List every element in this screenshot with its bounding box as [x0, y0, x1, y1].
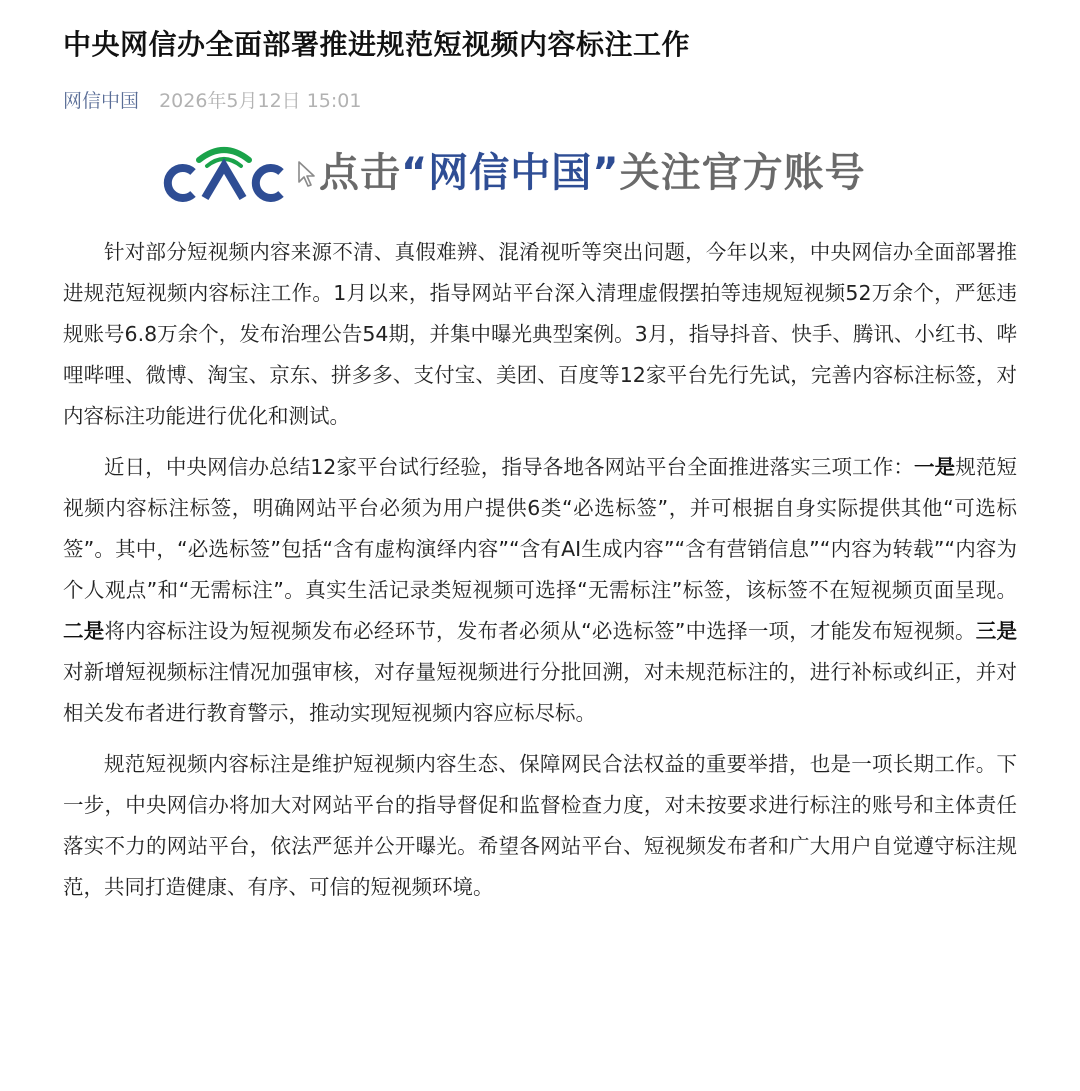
paragraph-2-item-2: 将内容标注设为短视频发布必经环节，发布者必须从“必选标签”中选择一项，才能发布短视频。: [104, 619, 976, 643]
slogan-suffix: 关注官方账号: [619, 150, 866, 196]
account-link[interactable]: 网信中国: [63, 90, 140, 112]
keyword-first: 一是: [914, 455, 956, 479]
article-body: [63, 232, 1017, 908]
cursor-icon: [297, 160, 319, 188]
keyword-third: 三是: [975, 619, 1018, 643]
paragraph-2-intro: 近日，中央网信办总结12家平台试行经验，指导各地各网站平台全面推进落实三项工作：: [104, 455, 914, 479]
publish-time: 2026年5月12日 15:01: [159, 90, 362, 112]
article-meta: [63, 86, 1017, 116]
slogan-prefix: 点击: [319, 150, 401, 196]
paragraph-2-item-1: 规范短视频内容标注标签，明确网站平台必须为用户提供6类“必选标签”，并可根据自身实际提供其他“可选标签”。其中，“必选标签”包括“含有虚构演绎内容”“含有AI生成内容”“含有营销信息”“内容为转载”“内容为个人观点”和“无需标注”。真实生活记录类短视频可选择“无需标注”标签，该标签不在短视频页面呈现。: [63, 455, 1018, 602]
keyword-second: 二是: [63, 619, 105, 643]
paragraph-2-item-3: 对新增短视频标注情况加强审核，对存量短视频进行分批回溯，对未规范标注的，进行补标或纠正，并对相关发布者进行教育警示，推动实现短视频内容应标尽标。: [63, 660, 1017, 725]
paragraph-1: 针对部分短视频内容来源不清、真假难辨、混淆视听等突出问题，今年以来，中央网信办全面部署推进规范短视频内容标注工作。1月以来，指导网站平台深入清理虚假摆拍等违规短视频52万余个，严惩违规账号6.8万余个，发布治理公告54期，并集中曝光典型案例。3月，指导抖音、快手、腾讯、小红书、哔哩哔哩、微博、淘宝、京东、拼多多、支付宝、美团、百度等12家平台先行先试，完善内容标注标签，对内容标注功能进行优化和测试。: [63, 240, 1017, 428]
cac-logo-icon: [159, 142, 289, 202]
follow-slogan: [319, 148, 866, 198]
slogan-highlight: “网信中国”: [401, 150, 620, 196]
article: [63, 0, 1017, 918]
paragraph-2: [63, 447, 1017, 734]
article-title: 中央网信办全面部署推进规范短视频内容标注工作: [63, 28, 691, 61]
follow-banner[interactable]: [63, 142, 1017, 232]
paragraph-3: 规范短视频内容标注是维护短视频内容生态、保障网民合法权益的重要举措，也是一项长期工作。下一步，中央网信办将加大对网站平台的指导督促和监督检查力度，对未按要求进行标注的账号和主体责任落实不力的网站平台，依法严惩并公开曝光。希望各网站平台、短视频发布者和广大用户自觉遵守标注规范，共同打造健康、有序、可信的短视频环境。: [63, 752, 1017, 899]
